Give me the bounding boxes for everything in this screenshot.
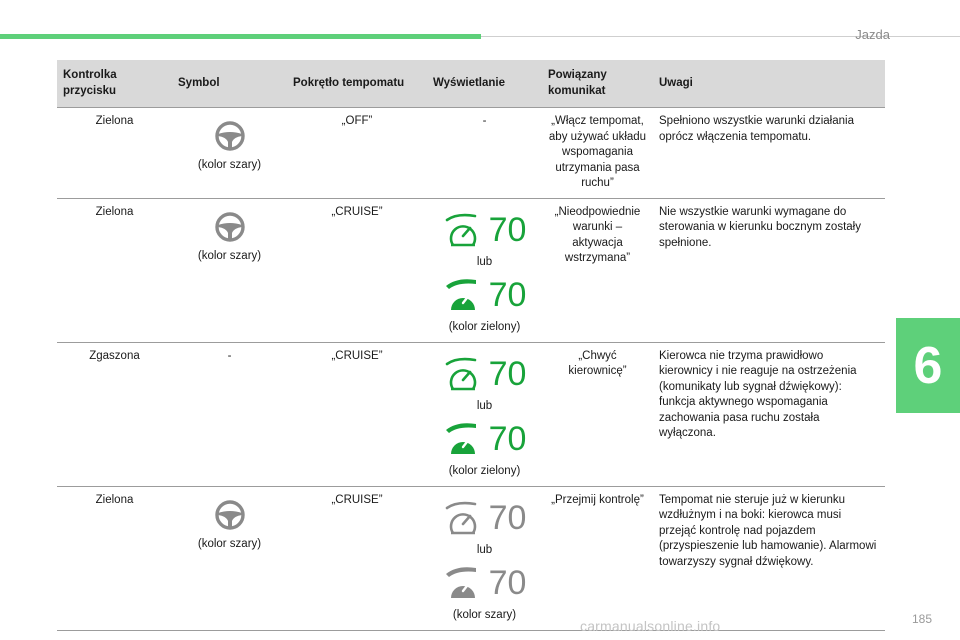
lane-speedometer-outline-icon <box>443 500 483 536</box>
header-uwagi: Uwagi <box>653 60 885 108</box>
lane-speedometer-outline-icon <box>443 356 483 392</box>
header-kontrolka: Kontrolka przycisku <box>57 60 172 108</box>
table-row <box>57 486 885 630</box>
cell-pokretlo: „CRUISE” <box>287 486 427 630</box>
steering-wheel-icon <box>214 120 246 152</box>
speed-value: 70 <box>488 564 527 602</box>
cell-kontrolka: Zgaszona <box>57 342 172 486</box>
cell-kontrolka: Zielona <box>57 486 172 630</box>
display-outline <box>433 493 536 543</box>
cell-symbol <box>172 486 287 630</box>
header-accent-bar <box>0 34 481 39</box>
table-row <box>57 342 885 486</box>
cell-symbol <box>172 198 287 342</box>
cell-symbol: - <box>172 342 287 486</box>
table-row <box>57 108 885 199</box>
symbol-caption: (kolor szary) <box>197 537 262 550</box>
lane-speedometer-filled-icon <box>443 277 483 313</box>
or-label: lub <box>476 543 493 556</box>
display-filled <box>433 270 536 320</box>
header-komunikat: Powiązany komunikat <box>542 60 653 108</box>
speed-value: 70 <box>488 354 527 393</box>
cell-komunikat: „Włącz tempomat, aby używać układu wspomagania utrzymania pasa ruchu” <box>542 108 653 199</box>
lane-speedometer-filled-icon <box>443 421 483 457</box>
speed-value: 70 <box>488 210 527 249</box>
or-label: lub <box>476 255 493 268</box>
cell-wyswietlanie: - <box>427 108 542 199</box>
display-caption: (kolor zielony) <box>448 465 521 477</box>
cell-kontrolka: Zielona <box>57 108 172 199</box>
section-title: Jazda <box>855 27 890 42</box>
display-outline <box>433 205 536 255</box>
chapter-number: 6 <box>913 336 943 395</box>
cell-pokretlo: „CRUISE” <box>287 342 427 486</box>
table-header-row <box>57 60 885 108</box>
cell-komunikat: „Chwyć kierownicę” <box>542 342 653 486</box>
or-label: lub <box>476 399 493 412</box>
display-filled <box>433 414 536 464</box>
header-symbol: Symbol <box>172 60 287 108</box>
steering-wheel-icon <box>214 211 246 243</box>
cell-symbol <box>172 108 287 199</box>
cell-kontrolka: Zielona <box>57 198 172 342</box>
steering-wheel-icon <box>214 499 246 531</box>
header-pokretlo: Pokrętło tempomatu <box>287 60 427 108</box>
watermark: carmanualsonline.info <box>580 618 721 634</box>
cell-komunikat: „Nieodpowiednie warunki – aktywacja wstrzymana” <box>542 198 653 342</box>
cell-uwagi: Nie wszystkie warunki wymagane do sterowania w kierunku bocznym zostały spełnione. <box>653 198 885 342</box>
cell-pokretlo: „CRUISE” <box>287 198 427 342</box>
lane-speedometer-filled-icon <box>443 565 483 601</box>
cell-pokretlo: „OFF” <box>287 108 427 199</box>
symbol-caption: (kolor szary) <box>197 249 262 262</box>
cruise-status-table <box>57 60 885 631</box>
cell-uwagi: Spełniono wszystkie warunki działania oprócz włączenia tempomatu. <box>653 108 885 199</box>
header-wyswietlanie: Wyświetlanie <box>427 60 542 108</box>
page-number: 185 <box>912 612 933 626</box>
symbol-caption: (kolor szary) <box>197 159 262 171</box>
display-caption: (kolor zielony) <box>448 321 521 333</box>
cell-komunikat: „Przejmij kontrolę” <box>542 486 653 630</box>
display-caption: (kolor szary) <box>452 609 517 621</box>
display-filled <box>433 558 536 608</box>
cell-uwagi: Kierowca nie trzyma prawidłowo kierownicy i nie reaguje na ostrzeżenia (komunikaty lub sygnał dźwiękowy): funkcja aktywnego wspomagania zachowania pasa ruchu została wyłączona. <box>653 342 885 486</box>
cell-wyswietlanie <box>427 342 542 486</box>
chapter-tab <box>896 318 960 413</box>
speed-value: 70 <box>488 420 527 458</box>
cell-wyswietlanie <box>427 486 542 630</box>
speed-value: 70 <box>488 276 527 314</box>
lane-speedometer-outline-icon <box>443 212 483 248</box>
cell-wyswietlanie <box>427 198 542 342</box>
display-outline <box>433 349 536 399</box>
cell-uwagi: Tempomat nie steruje już w kierunku wzdłużnym i na boki: kierowca musi przejąć kontrolę nad pojazdem (przyspieszenie lub hamowanie). Alarmowi towarzyszy sygnał dźwiękowy. <box>653 486 885 630</box>
table-row <box>57 198 885 342</box>
speed-value: 70 <box>488 498 527 537</box>
